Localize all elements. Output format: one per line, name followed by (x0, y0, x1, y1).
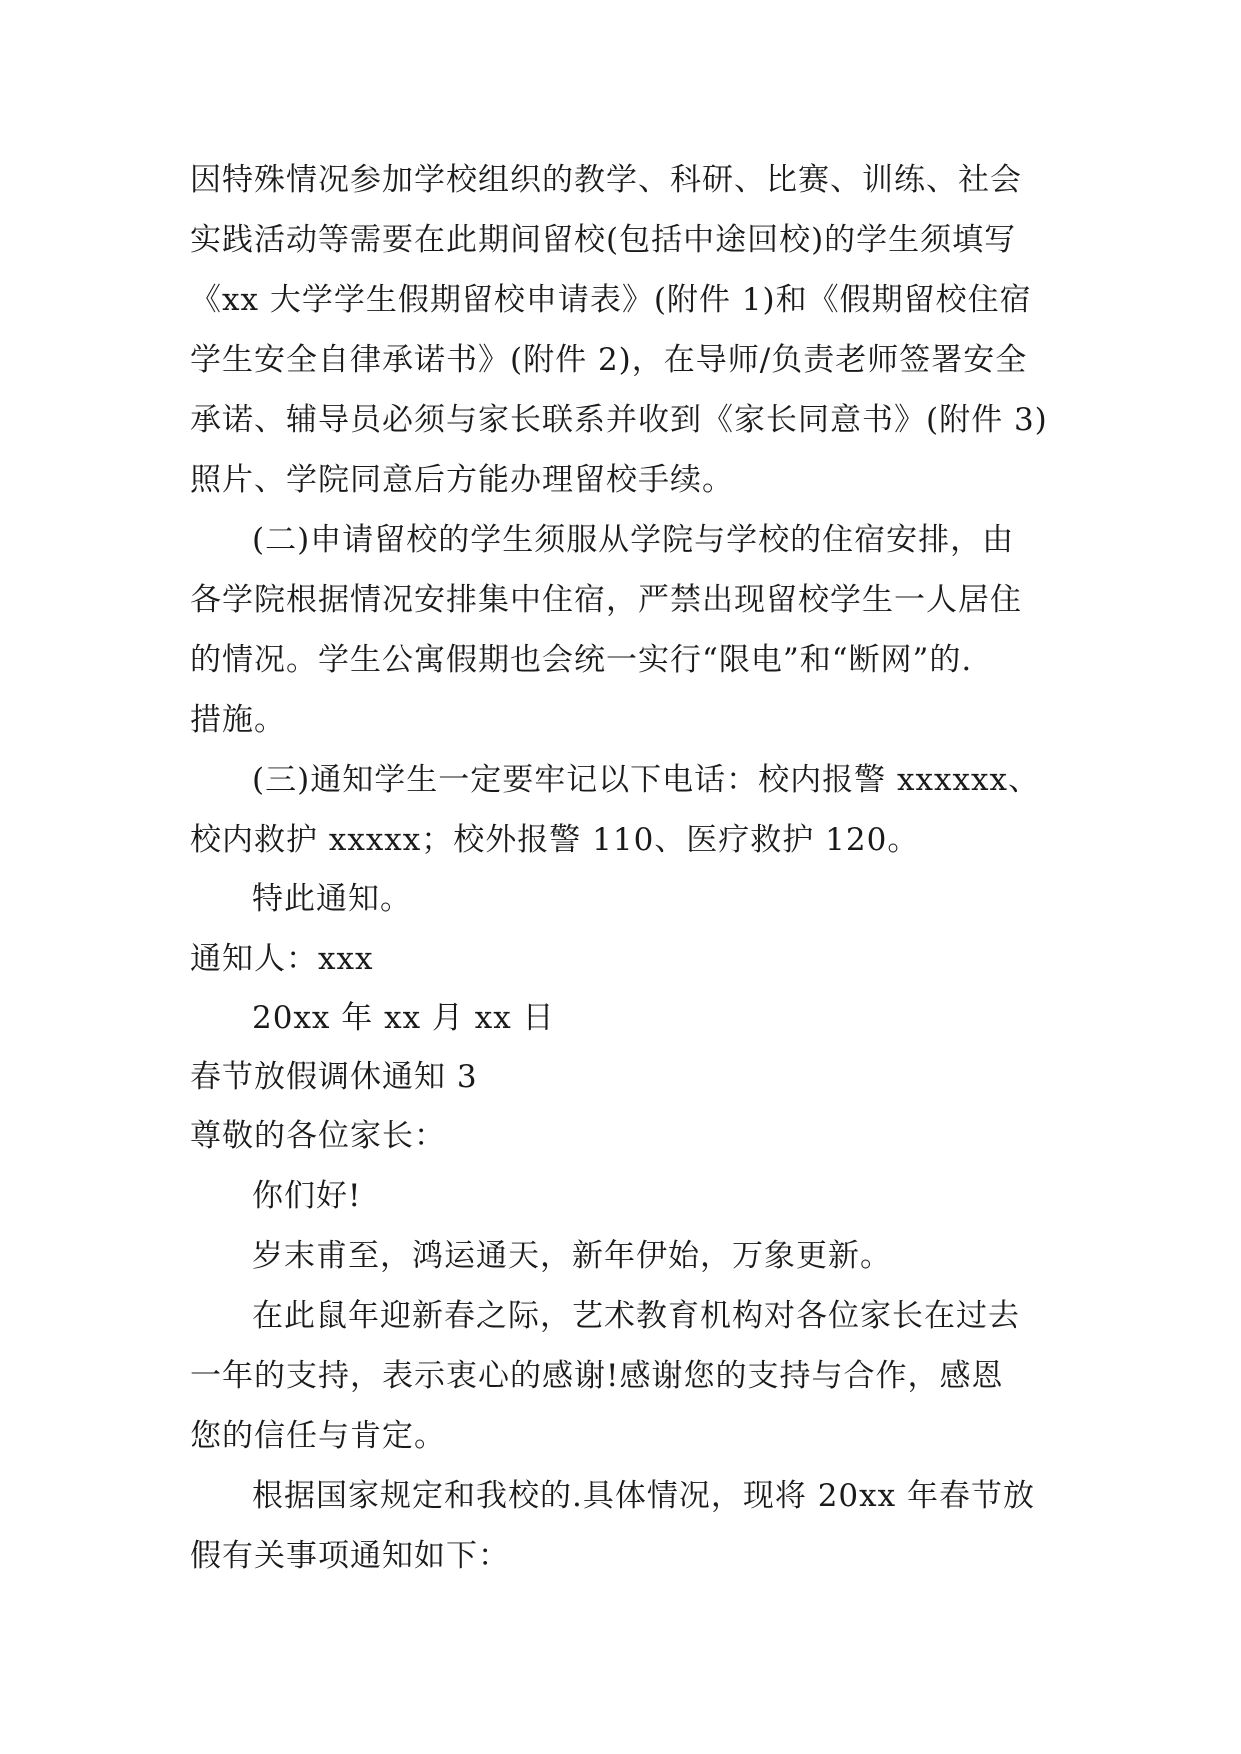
paragraph-line: 根据国家规定和我校的.具体情况，现将 20xx 年春节放 (252, 1478, 1035, 1514)
paragraph-line: 《xx 大学学生假期留校申请表》(附件 1)和《假期留校住宿 (190, 282, 1032, 318)
paragraph-line: 在此鼠年迎新春之际，艺术教育机构对各位家长在过去 (252, 1298, 1020, 1334)
paragraph-line: 各学院根据情况安排集中住宿，严禁出现留校学生一人居住 (190, 582, 1022, 618)
section-title: 春节放假调休通知 3 (190, 1059, 478, 1095)
paragraph-line: (三)通知学生一定要牢记以下电话：校内报警 xxxxxx、 (252, 762, 1040, 798)
paragraph-line: 岁末甫至，鸿运通天，新年伊始，万象更新。 (252, 1238, 892, 1274)
paragraph-line: 学生安全自律承诺书》(附件 2)，在导师/负责老师签署安全 (190, 342, 1028, 378)
greeting: 你们好! (252, 1178, 362, 1214)
paragraph-line: 的情况。学生公寓假期也会统一实行“限电”和“断网”的. (190, 642, 973, 678)
date-line: 20xx 年 xx 月 xx 日 (252, 1000, 555, 1036)
paragraph-line: 实践活动等需要在此期间留校(包括中途回校)的学生须填写 (190, 222, 1017, 258)
paragraph-line: 一年的支持，表示衷心的感谢!感谢您的支持与合作，感恩 (190, 1358, 1004, 1394)
paragraph-line: (二)申请留校的学生须服从学院与学校的住宿安排，由 (252, 522, 1015, 558)
paragraph-line: 照片、学院同意后方能办理留校手续。 (190, 462, 734, 498)
closing-line: 特此通知。 (252, 881, 412, 917)
paragraph-line: 承诺、辅导员必须与家长联系并收到《家长同意书》(附件 3) (190, 402, 1048, 438)
paragraph-line: 措施。 (190, 702, 286, 738)
salutation: 尊敬的各位家长： (190, 1118, 446, 1154)
paragraph-line: 因特殊情况参加学校组织的教学、科研、比赛、训练、社会 (190, 162, 1022, 198)
paragraph-line: 您的信任与肯定。 (190, 1418, 446, 1454)
paragraph-line: 假有关事项通知如下： (190, 1538, 510, 1574)
signature-line: 通知人：xxx (190, 941, 374, 977)
paragraph-line: 校内救护 xxxxx；校外报警 110、医疗救护 120。 (190, 822, 920, 858)
